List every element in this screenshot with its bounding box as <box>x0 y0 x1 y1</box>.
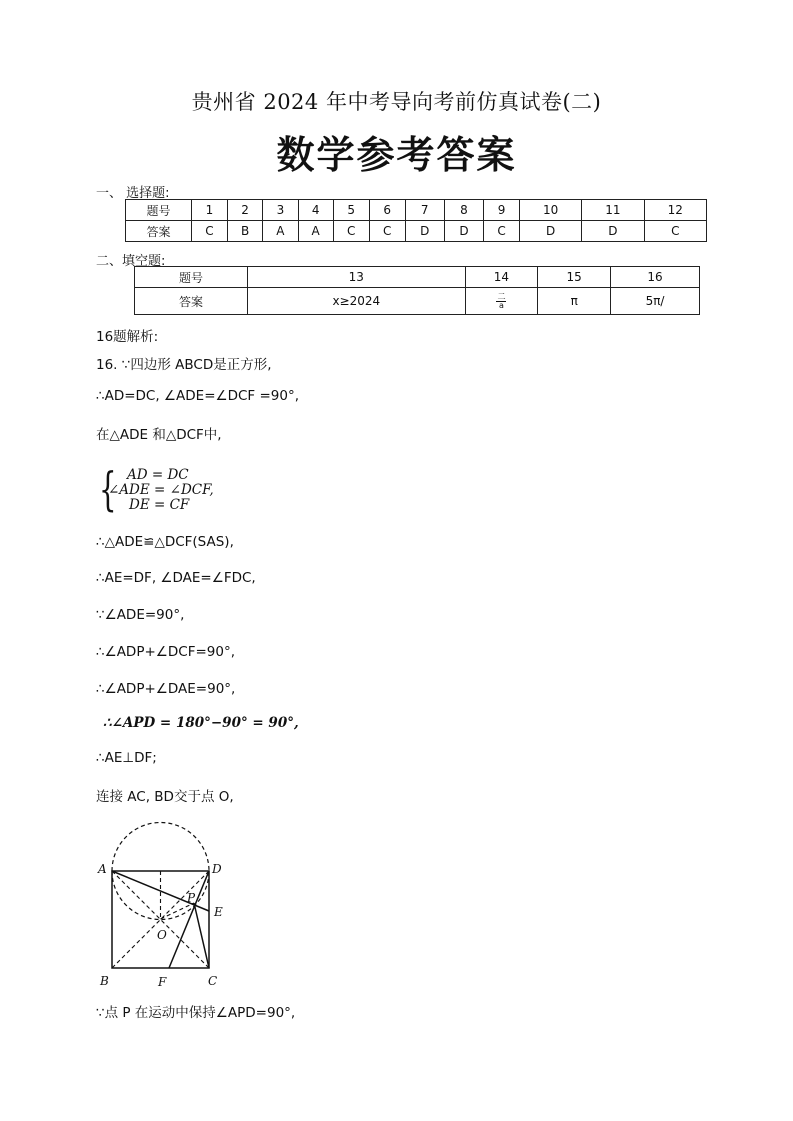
table-cell: A <box>263 221 298 242</box>
equation-line: DE = CF <box>129 497 190 513</box>
equation-line: ∠ADE = ∠DCF, <box>108 482 214 498</box>
solution-line: ∴AD=DC, ∠ADE=∠DCF =90°, <box>96 388 300 404</box>
solution-line: ∴AE=DF, ∠DAE=∠FDC, <box>96 570 256 586</box>
table-row <box>135 267 700 288</box>
table-cell: A <box>298 221 333 242</box>
fraction <box>496 293 506 310</box>
label-p: P <box>187 891 196 905</box>
table-cell: C <box>644 221 706 242</box>
fraction-numerator: 二 <box>497 291 506 301</box>
table-cell: B <box>227 221 262 242</box>
equation-line: AD = DC <box>127 467 189 483</box>
table-cell: C <box>369 221 405 242</box>
table-cell <box>465 288 538 315</box>
solution-line: ∴∠ADP+∠DAE=90°, <box>96 681 236 697</box>
table-cell: C <box>484 221 520 242</box>
table-cell: 15 <box>538 267 611 288</box>
solution-line: ∵∠ADE=90°, <box>96 607 185 623</box>
fraction-denominator: a <box>498 300 504 310</box>
table-cell: 14 <box>465 267 538 288</box>
table-cell: C <box>192 221 228 242</box>
label-b: B <box>100 974 109 988</box>
system-brace: { <box>99 462 117 516</box>
table-cell: 10 <box>519 200 581 221</box>
label-o: O <box>157 928 167 942</box>
table-header-cell: 答案 <box>126 221 192 242</box>
table-cell: x≥2024 <box>248 288 466 315</box>
solution-line: ∴△ADE≌△DCF(SAS), <box>96 534 234 550</box>
table-cell: D <box>519 221 581 242</box>
table-cell: 3 <box>263 200 298 221</box>
label-c: C <box>208 974 218 988</box>
table-header-cell: 题号 <box>135 267 248 288</box>
solution-line: 连接 AC, BD交于点 O, <box>96 789 234 805</box>
solution-line: ∴∠APD = 180°−90° = 90°, <box>103 715 299 731</box>
label-d: D <box>212 862 222 876</box>
solution-line: 16. ∵四边形 ABCD是正方形, <box>96 357 272 373</box>
table-cell: C <box>333 221 369 242</box>
solution-line: 在△ADE 和△DCF中, <box>96 427 222 443</box>
solution-line: ∵点 P 在运动中保持∠APD=90°, <box>96 1005 296 1021</box>
label-e: E <box>214 905 223 919</box>
table-cell: 1 <box>192 200 228 221</box>
table-cell: D <box>444 221 483 242</box>
table-cell: 5π/ <box>611 288 700 315</box>
table-row <box>135 288 700 315</box>
table-header-cell: 题号 <box>126 200 192 221</box>
document-title: 贵州省 2024 年中考导向考前仿真试卷(二) <box>191 90 602 114</box>
table-cell: D <box>405 221 444 242</box>
dashed-arc <box>112 823 209 872</box>
segment-pc <box>194 903 209 968</box>
table-cell: 4 <box>298 200 333 221</box>
geometry-figure <box>90 815 240 990</box>
label-f: F <box>158 975 167 989</box>
table-row <box>126 221 707 242</box>
segment-df <box>169 871 209 968</box>
choice-answer-table <box>125 199 707 242</box>
table-cell: 2 <box>227 200 262 221</box>
table-cell: 5 <box>333 200 369 221</box>
table-cell: 11 <box>582 200 644 221</box>
solution-line: ∴AE⊥DF; <box>96 750 157 766</box>
table-header-cell: 答案 <box>135 288 248 315</box>
table-cell: 16 <box>611 267 700 288</box>
solution-line: ∴∠ADP+∠DCF=90°, <box>96 644 235 660</box>
table-row <box>126 200 707 221</box>
label-a: A <box>98 862 107 876</box>
section-choice-label: 一、 选择题: <box>96 186 170 201</box>
section-fill-label: 二、填空题: <box>96 254 166 269</box>
fill-answer-table <box>134 266 700 315</box>
solution-heading: 16题解析: <box>96 329 159 345</box>
table-cell: 6 <box>369 200 405 221</box>
table-cell: 9 <box>484 200 520 221</box>
table-cell: 13 <box>248 267 466 288</box>
table-cell: D <box>582 221 644 242</box>
document-subtitle: 数学参考答案 <box>276 133 517 177</box>
table-cell: π <box>538 288 611 315</box>
table-cell: 12 <box>644 200 706 221</box>
table-cell: 8 <box>444 200 483 221</box>
table-cell: 7 <box>405 200 444 221</box>
